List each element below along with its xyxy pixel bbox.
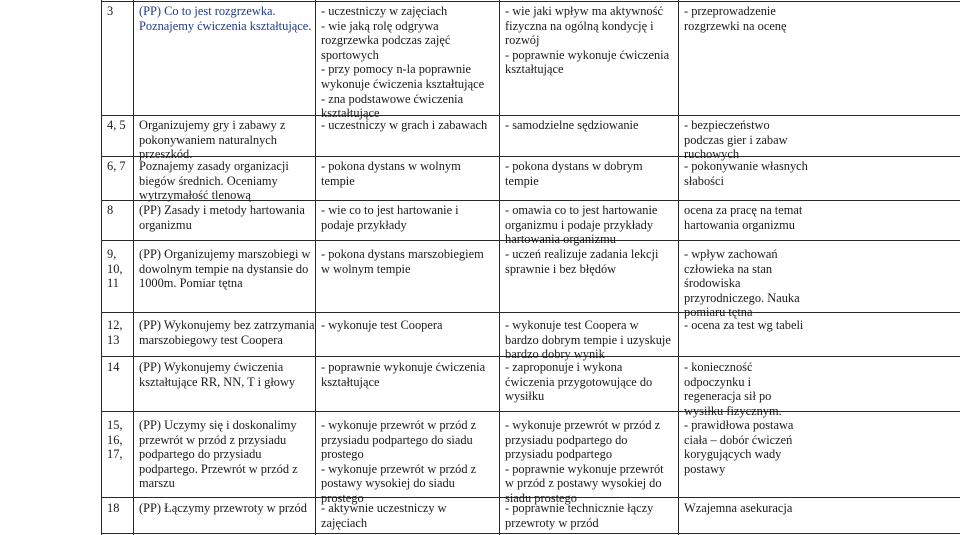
lesson-number: 18 bbox=[107, 501, 120, 515]
lesson-topic: Organizujemy gry i zabawy z pokonywaniem naturalnych przeszkód. bbox=[139, 118, 286, 162]
basic-requirements: - wie co to jest hartowanie i podaje przykłady bbox=[321, 203, 459, 232]
lesson-number: 8 bbox=[107, 203, 114, 217]
assessment: - wpływ zachowań człowieka na stan środowiska przyrodniczego. Nauka pomiaru tętna bbox=[684, 247, 800, 320]
grid-line bbox=[133, 0, 134, 535]
lesson-topic: (PP) Organizujemy marszobiegi w dowolnym tempie na dystansie do 1000m. Pomiar tętna bbox=[139, 247, 311, 291]
assessment: ocena za pracę na temat hartowania organizmu bbox=[684, 203, 803, 232]
assessment: - pokonywanie własnych słabości bbox=[684, 159, 808, 188]
basic-requirements: - aktywnie uczestniczy w zajęciach bbox=[321, 501, 447, 530]
grid-line bbox=[678, 0, 679, 535]
basic-requirements: - poprawnie wykonuje ćwiczenia kształtujące bbox=[321, 360, 486, 389]
lesson-topic: (PP) Co to jest rozgrzewka. Poznajemy ćwiczenia kształtujące. bbox=[139, 4, 312, 33]
lesson-topic: (PP) Zasady i metody hartowania organizmu bbox=[139, 203, 305, 232]
assessment: - ocena za test wg tabeli bbox=[684, 318, 804, 332]
basic-requirements: - uczestniczy w grach i zabawach bbox=[321, 118, 488, 132]
grid-line bbox=[101, 0, 102, 535]
grid-line bbox=[101, 115, 960, 116]
assessment: Wzajemna asekuracja bbox=[684, 501, 793, 515]
lesson-topic: (PP) Uczymy się i doskonalimy przewrót w przód z przysiadu podpartego do przysiadu podpartego. Przewrót w przód z marszu bbox=[139, 418, 298, 491]
grid-line bbox=[101, 312, 960, 313]
lesson-number: 3 bbox=[107, 4, 114, 18]
assessment: - prawidłowa postawa ciała – dobór ćwiczeń korygujących wady postawy bbox=[684, 418, 794, 476]
extended-requirements: - zaproponuje i wykona ćwiczenia przygotowujące do wysiłku bbox=[505, 360, 653, 404]
grid-line bbox=[315, 0, 316, 535]
basic-requirements: - wykonuje test Coopera bbox=[321, 318, 443, 332]
lesson-topic: Poznajemy zasady organizacji biegów średnich. Oceniamy wytrzymałość tlenową bbox=[139, 159, 289, 203]
basic-requirements: - uczestniczy w zajęciach - wie jaką rolę odgrywa rozgrzewka podczas zajęć sportowych - przy pomocy n-la poprawnie wykonuje ćwiczenia kształtujące - zna podstawowe ćwiczenia kształtujące bbox=[321, 4, 485, 121]
grid-line bbox=[499, 0, 500, 535]
extended-requirements: - uczeń realizuje zadania lekcji sprawnie i bez błędów bbox=[505, 247, 659, 276]
lesson-topic: (PP) Wykonujemy bez zatrzymania marszobiegowy test Coopera bbox=[139, 318, 315, 347]
lesson-number: 6, 7 bbox=[107, 159, 126, 173]
extended-requirements: - samodzielne sędziowanie bbox=[505, 118, 639, 132]
assessment: - bezpieczeństwo podczas gier i zabaw ruchowych bbox=[684, 118, 788, 162]
extended-requirements: - wykonuje przewrót w przód z przysiadu podpartego do przysiadu podpartego - poprawnie wykonuje przewrót w przód z postawy wysokiej do siadu prostego bbox=[505, 418, 664, 505]
lesson-topic: (PP) Wykonujemy ćwiczenia kształtujące RR, NN, T i głowy bbox=[139, 360, 296, 389]
grid-line bbox=[101, 533, 960, 534]
lesson-topic: (PP) Łączymy przewroty w przód bbox=[139, 501, 307, 515]
basic-requirements: - wykonuje przewrót w przód z przysiadu podpartego do siadu prostego - wykonuje przewrót w przód z postawy wysokiej do siadu prostego bbox=[321, 418, 477, 505]
grid-line bbox=[101, 411, 960, 412]
lesson-number: 4, 5 bbox=[107, 118, 126, 132]
basic-requirements: - pokona dystans w wolnym tempie bbox=[321, 159, 461, 188]
assessment: - przeprowadzenie rozgrzewki na ocenę bbox=[684, 4, 787, 33]
extended-requirements: - wykonuje test Coopera w bardzo dobrym tempie i uzyskuje bardzo dobry wynik bbox=[505, 318, 671, 362]
extended-requirements: - wie jaki wpływ ma aktywność fizyczna na ogólną kondycję i rozwój - poprawnie wykonuje ćwiczenia kształtujące bbox=[505, 4, 670, 77]
extended-requirements: - pokona dystans w dobrym tempie bbox=[505, 159, 643, 188]
lesson-number: 15, 16, 17, bbox=[107, 418, 123, 462]
assessment: - konieczność odpoczynku i regeneracja sił po wysiłku fizycznym. bbox=[684, 360, 782, 418]
extended-requirements: - omawia co to jest hartowanie organizmu i podaje przykłady hartowania organizmu bbox=[505, 203, 658, 247]
basic-requirements: - pokona dystans marszobiegiem w wolnym tempie bbox=[321, 247, 484, 276]
lesson-number: 14 bbox=[107, 360, 120, 374]
lesson-number: 9, 10, 11 bbox=[107, 247, 123, 291]
grid-line bbox=[101, 1, 960, 2]
extended-requirements: - poprawnie technicznie łączy przewroty w przód bbox=[505, 501, 654, 530]
lesson-number: 12, 13 bbox=[107, 318, 123, 347]
